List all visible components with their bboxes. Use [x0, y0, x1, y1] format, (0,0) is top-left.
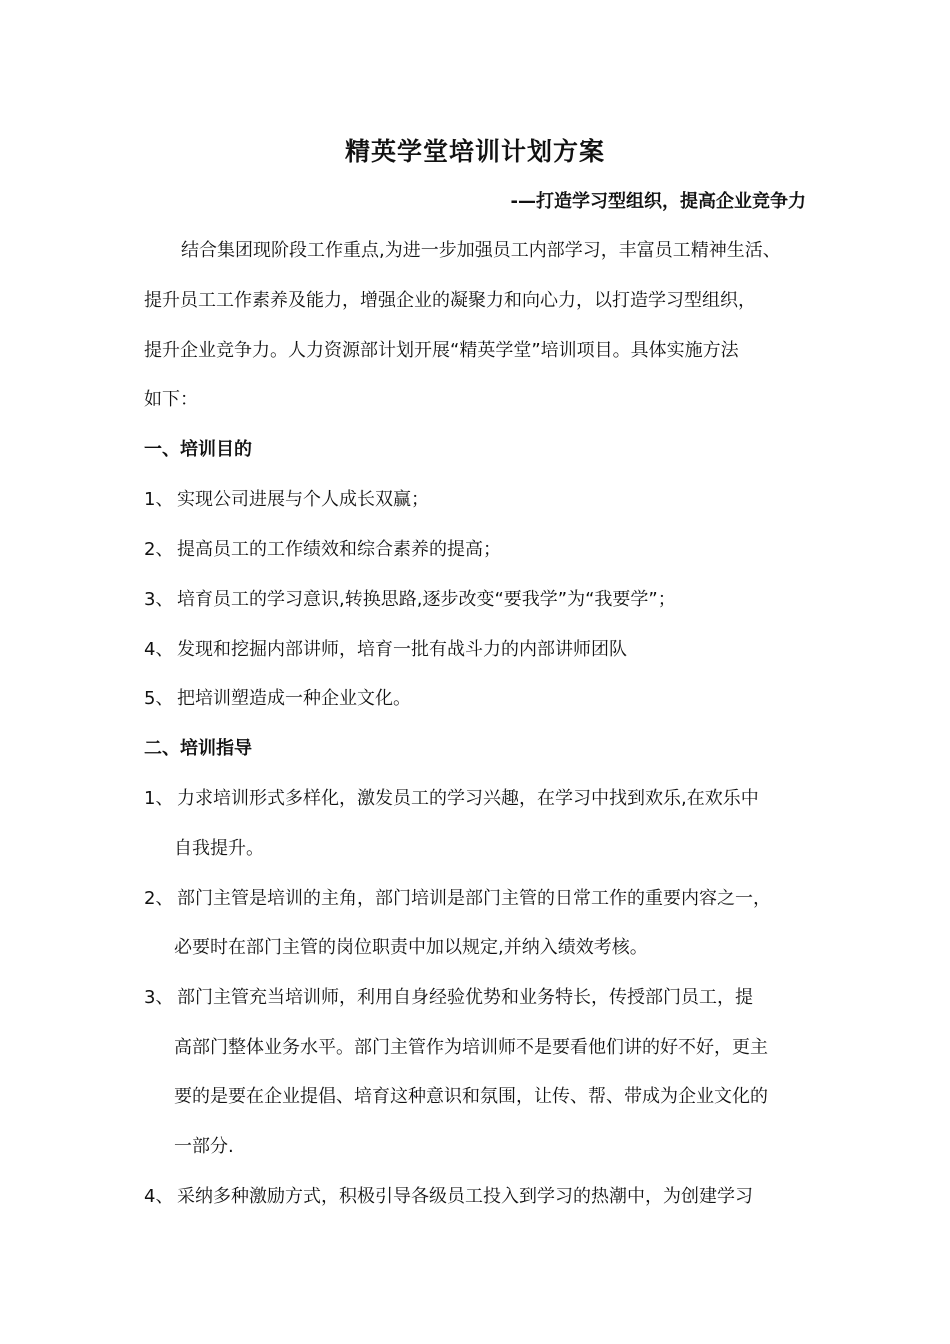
list-item-continuation: 必要时在部门主管的岗位职责中加以规定,并纳入绩效考核。 — [174, 937, 648, 958]
list-item-number: 1、 — [144, 788, 174, 809]
intro-line-2: 提升员工工作素养及能力，增强企业的凝聚力和向心力，以打造学习型组织， — [144, 290, 756, 311]
list-item — [144, 985, 753, 1011]
list-item-text: 实现公司进展与个人成长双赢； — [177, 489, 429, 510]
list-item — [144, 886, 771, 912]
list-item-number: 1、 — [144, 489, 174, 510]
section-heading-purpose: 一、培训目的 — [144, 439, 252, 460]
list-item — [144, 786, 759, 812]
list-item-text: 发现和挖掘内部讲师，培育一批有战斗力的内部讲师团队 — [177, 639, 627, 660]
list-item-number: 3、 — [144, 589, 174, 610]
list-item-text: 把培训塑造成一种企业文化。 — [177, 688, 411, 709]
list-item-number: 2、 — [144, 888, 174, 909]
list-item-text: 力求培训形式多样化，激发员工的学习兴趣，在学习中找到欢乐,在欢乐中 — [177, 788, 759, 809]
list-item-continuation: 高部门整体业务水平。部门主管作为培训师不是要看他们讲的好不好，更主 — [174, 1037, 768, 1058]
list-item — [144, 637, 627, 663]
list-item-continuation: 要的是要在企业提倡、培育这种意识和氛围，让传、帮、带成为企业文化的 — [174, 1086, 768, 1107]
list-item-text: 部门主管是培训的主角，部门培训是部门主管的日常工作的重要内容之一， — [177, 888, 771, 909]
list-item-text: 采纳多种激励方式，积极引导各级员工投入到学习的热潮中，为创建学习 — [177, 1186, 753, 1207]
document-subtitle: -—打造学习型组织，提高企业竞争力 — [510, 191, 806, 212]
list-item-number: 4、 — [144, 639, 174, 660]
section-heading-guidance: 二、培训指导 — [144, 738, 252, 759]
list-item — [144, 487, 429, 513]
list-item — [144, 1184, 753, 1210]
list-item-number: 2、 — [144, 539, 174, 560]
list-item-continuation: 一部分. — [174, 1136, 234, 1157]
list-item-number: 3、 — [144, 987, 174, 1008]
document-title: 精英学堂培训计划方案 — [344, 137, 605, 166]
list-item — [144, 686, 411, 712]
list-item — [144, 537, 501, 563]
list-item-continuation: 自我提升。 — [174, 838, 264, 859]
list-item-text: 提高员工的工作绩效和综合素养的提高； — [177, 539, 501, 560]
list-item-text: 培育员工的学习意识,转换思路,逐步改变“要我学”为“我要学”； — [177, 589, 676, 610]
list-item — [144, 587, 676, 613]
intro-line-4: 如下： — [144, 389, 198, 410]
intro-line-1: 结合集团现阶段工作重点,为进一步加强员工内部学习，丰富员工精神生活、 — [181, 240, 781, 261]
list-item-number: 5、 — [144, 688, 174, 709]
intro-line-3: 提升企业竞争力。人力资源部计划开展“精英学堂”培训项目。具体实施方法 — [144, 340, 739, 361]
list-item-number: 4、 — [144, 1186, 174, 1207]
list-item-text: 部门主管充当培训师，利用自身经验优势和业务特长，传授部门员工，提 — [177, 987, 753, 1008]
